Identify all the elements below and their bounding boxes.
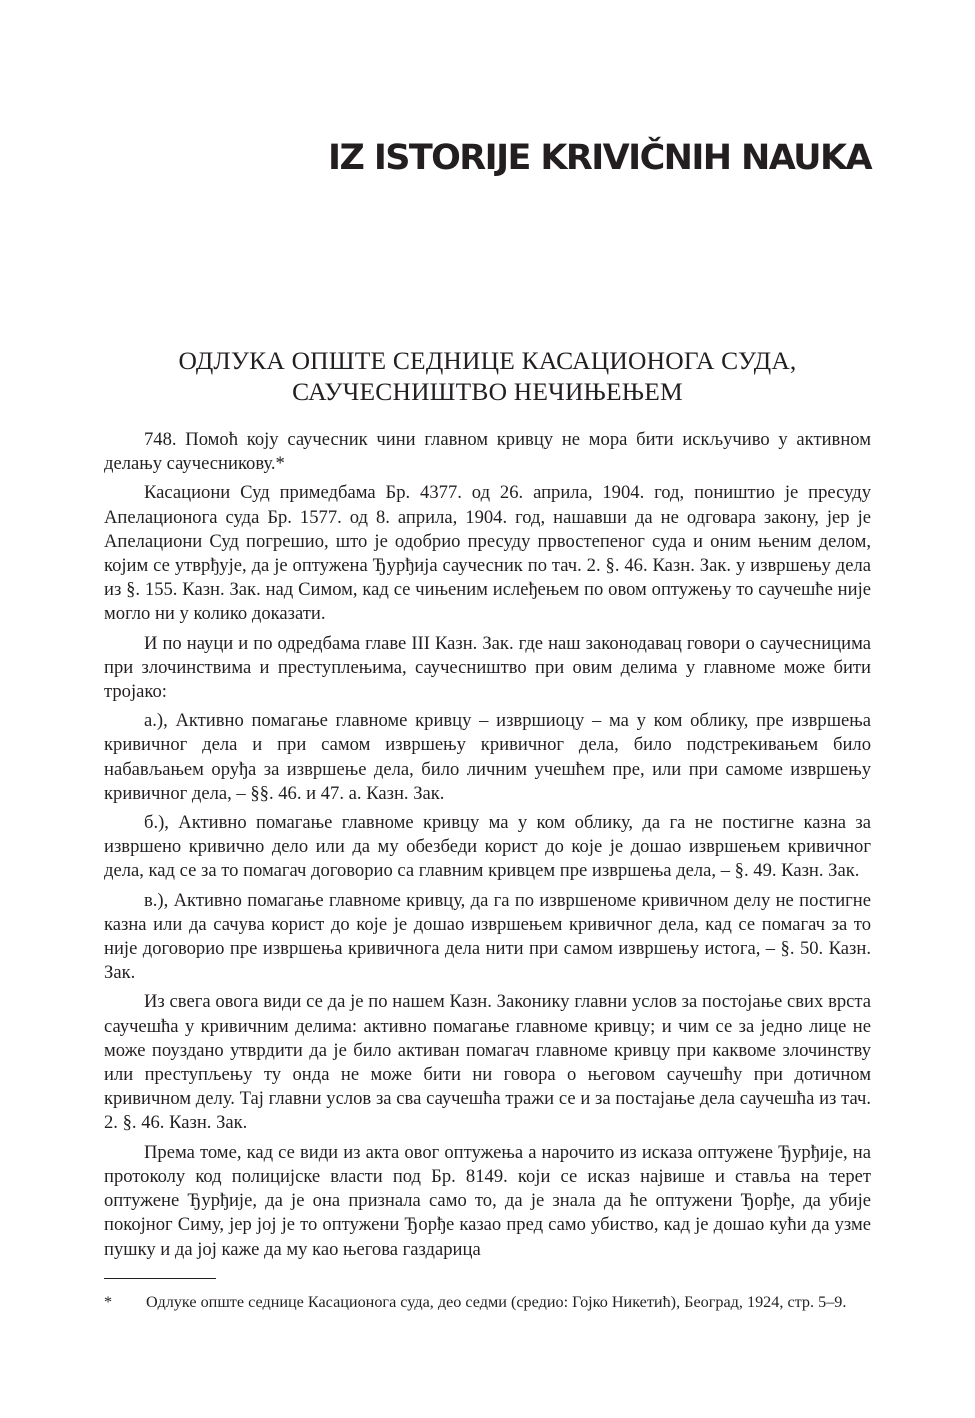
paragraph: И по науци и по одредбама главе III Казн. Зак. где наш законодавац говори о саучесницима при злочинствима и преступлењима, саучесништво при овим делима у главноме може бити тројако: <box>104 632 871 703</box>
paragraph: б.), Активно помагање главноме кривцу ма у ком облику, да га не постигне казна за извршено кривично дело или да му обезбеди корист до које је дошао извршењем кривичног дела, кад се за то помагач договорио са главним кривцем пре извршења дела, – §. 49. Казн. Зак. <box>104 812 871 882</box>
paragraph: а.), Активно помагање главноме кривцу – извршиоцу – ма у ком облику, пре извршења кривичног дела и при самом извршењу кривичног дела, било подстрекивањем било набављањем оруђа за извршење дела, било личним учешћем пре, или при самоме извршењу кривичног дела, – §§. 46. и 47. а. Казн. Зак. <box>104 710 871 804</box>
footnote-divider <box>104 1278 216 1279</box>
paragraph: 748. Помоћ коју саучесник чини главном кривцу не мора бити искључиво у активном делању саучесникову.* <box>104 429 871 475</box>
paragraph: Према томе, кад се види из акта овог оптужења а нарочито из исказа оптужене Ђурђије, на протоколу код полицијске власти под Бр. 8149. који се исказ највише и ставља на терет оптужене Ђурђије, да је она признала само то, да је знала да ће оптужени Ђорђе, да убије покојног Симу, јер јој је то оптужени Ђорђе казао пред само убиство, кад је дошао кући да узме пушку и да јој каже да му као његова газдарица <box>104 1141 871 1260</box>
footnote <box>104 1292 871 1313</box>
paragraph: Касациони Суд примедбама Бр. 4377. од 26. априла, 1904. год, поништио је пресуду Апелационога суда Бр. 1577. од 8. априла, 1904. год, нашавши да не одговара закону, јер је Апелациони Суд погрешио, што је одобрио пресуду првостепеног суда и оним њеним делом, којим се утврђује, да је оптужена Ђурђија саучесник по тач. 2. §. 46. Казн. Зак. у извршењу дела из §. 155. Казн. Зак. над Симом, кад се чињеним ислеђењем по овом оптужењу то саучешће није могло ни у колико доказати. <box>104 482 871 625</box>
article-title <box>104 345 871 407</box>
article-title-line: САУЧЕСНИШТВО НЕЧИЊЕЊЕМ <box>292 377 683 406</box>
section-header: IZ ISTORIJE KRIVIČNIH NAUKA <box>328 138 871 178</box>
footnote-marker: * <box>104 1293 113 1311</box>
paragraph: в.), Активно помагање главноме кривцу, да га по извршеноме кривичном делу не постигне казна или да сачува корист до које је дошао извршењем кривичног дела, кад се помагач за то није договорио пре извршења кривичнога дела нити при самом извршењу истога, – §. 50. Казн. Зак. <box>104 889 871 984</box>
article-title-line: ОДЛУКА ОПШТЕ СЕДНИЦЕ КАСАЦИОНОГА СУДА, <box>178 346 797 375</box>
footnote-text: Одлуке опште седнице Касационога суда, део седми (средио: Гојко Никетић), Београд, 1924, стр. 5–9. <box>146 1293 847 1311</box>
article-body <box>104 428 871 1267</box>
paragraph: Из свега овога види се да је по нашем Казн. Законику главни услов за постојање свих врста саучешћа у кривичним делима: активно помагање главноме кривцу; и чим се за једно лице не може поуздано утврдити да је било активан помагач главноме кривцу при каквоме злочинству или преступљењу ту онда не може бити ни говора о његовом саучешћу при дотичном кривичном делу. Тај главни услов за сва саучешћа тражи се и за постајање дела саучешћа из тач. 2. §. 46. Казн. Зак. <box>104 991 871 1134</box>
